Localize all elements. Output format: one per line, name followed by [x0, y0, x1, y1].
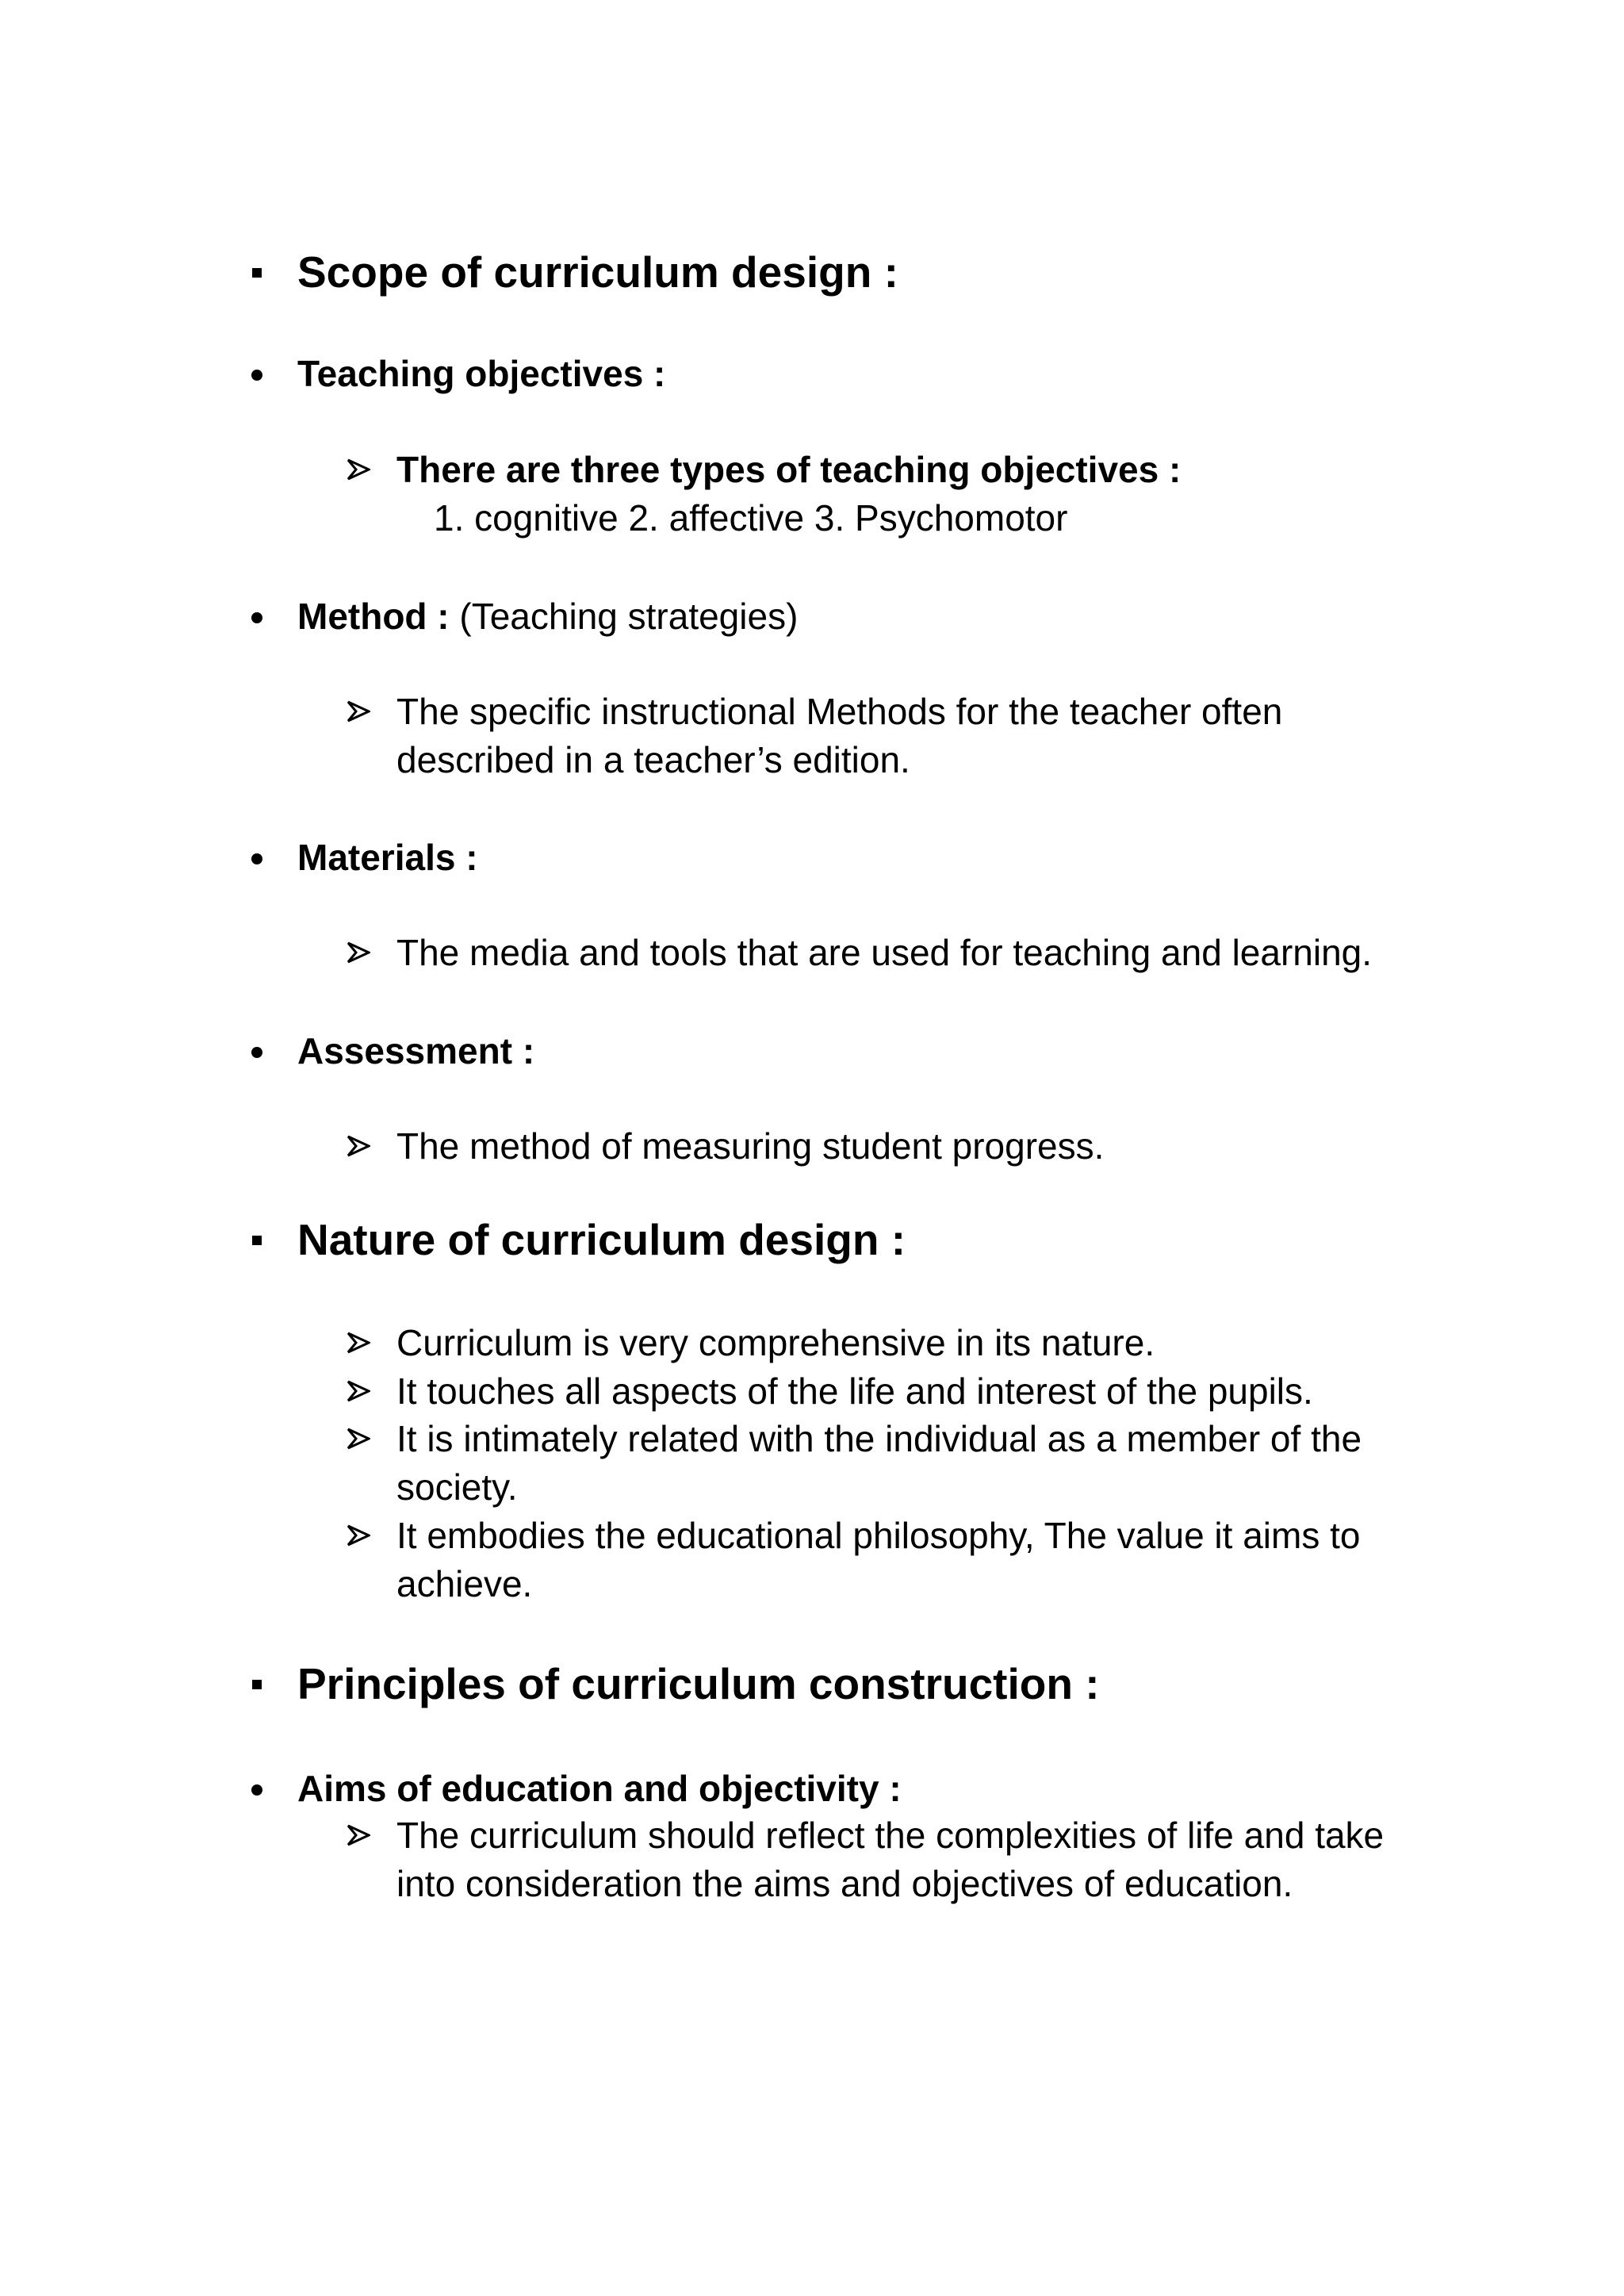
list-item-continued: achieve. [396, 1563, 533, 1604]
numbered-list: 1. cognitive 2. affective 3. Psychomotor [434, 497, 1068, 539]
list-item-continued: society. [396, 1466, 518, 1508]
item-title: Assessment : [297, 1030, 535, 1071]
section-heading: Scope of curriculum design : [297, 247, 898, 297]
section-heading: Principles of curriculum construction : [297, 1659, 1100, 1708]
item-point-continued: into consideration the aims and objectives of education. [396, 1863, 1293, 1904]
item-title: Method : [297, 596, 450, 637]
square-bullet-icon [252, 1680, 262, 1689]
item-point: The specific instructional Methods for the teacher often [396, 691, 1283, 732]
list-item: It touches all aspects of the life and interest of the pupils. [396, 1370, 1313, 1412]
arrow-bullet-icon [347, 1380, 370, 1402]
arrow-bullet-icon [347, 1428, 370, 1450]
item-point-continued: described in a teacher’s edition. [396, 739, 910, 780]
square-bullet-icon [252, 1236, 262, 1245]
round-bullet-icon [251, 1047, 262, 1058]
round-bullet-icon [251, 612, 262, 623]
item-title: Materials : [297, 837, 478, 878]
item-title-row [297, 596, 799, 637]
list-item: It embodies the educational philosophy, The value it aims to [396, 1515, 1361, 1556]
arrow-bullet-icon [347, 1524, 370, 1547]
arrow-bullet-icon [347, 458, 370, 481]
arrow-bullet-icon [347, 1135, 370, 1157]
square-bullet-icon [252, 268, 262, 278]
item-title: Teaching objectives : [297, 353, 666, 394]
arrow-bullet-icon [347, 1824, 370, 1846]
item-point: The curriculum should reflect the complexities of life and take [396, 1815, 1385, 1856]
item-title: Aims of education and objectivity : [297, 1768, 902, 1809]
item-point: The media and tools that are used for teaching and learning. [396, 932, 1373, 973]
arrow-bullet-icon [347, 941, 370, 964]
item-point: There are three types of teaching objectives : [396, 449, 1182, 490]
item-title-suffix: (Teaching strategies) [459, 596, 799, 637]
item-point: The method of measuring student progress. [396, 1125, 1105, 1167]
section-heading: Nature of curriculum design : [297, 1215, 906, 1264]
round-bullet-icon [251, 370, 262, 381]
round-bullet-icon [251, 853, 262, 864]
arrow-bullet-icon [347, 1332, 370, 1354]
arrow-bullet-icon [347, 700, 370, 723]
list-item: Curriculum is very comprehensive in its nature. [396, 1322, 1155, 1363]
round-bullet-icon [251, 1784, 262, 1796]
list-item: It is intimately related with the individual as a member of the [396, 1418, 1362, 1459]
